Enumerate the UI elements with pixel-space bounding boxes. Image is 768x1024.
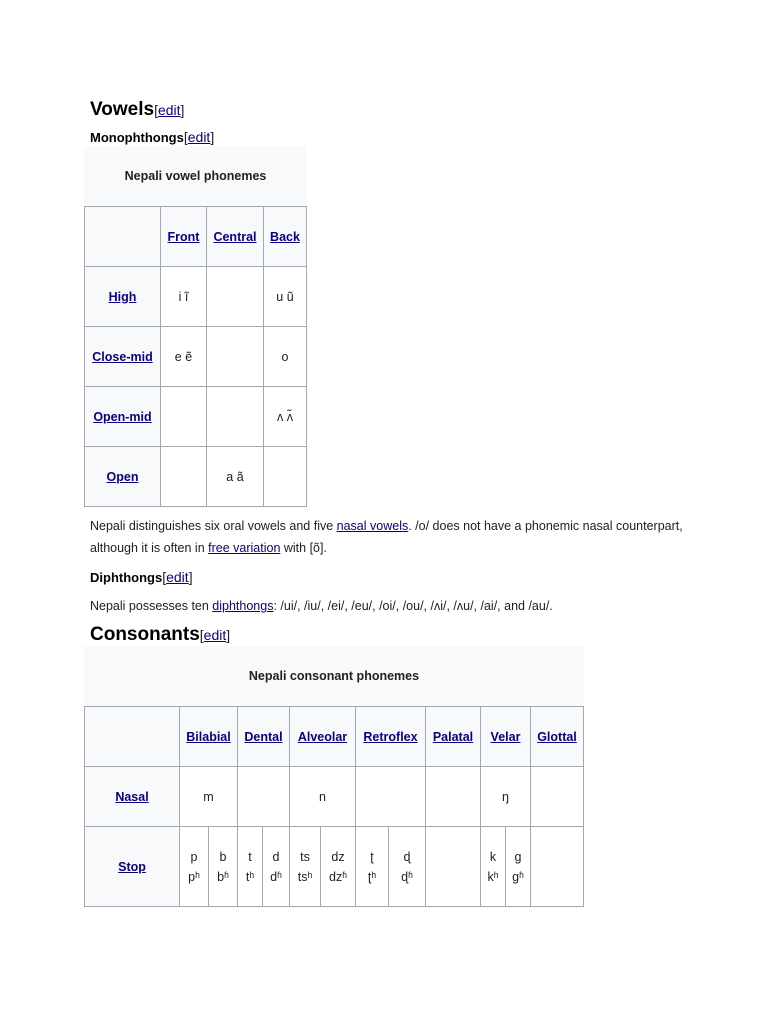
free-variation-link[interactable]: free variation: [208, 541, 281, 555]
consonant-cell: [389, 827, 426, 907]
consonants-edit-link[interactable]: edit: [203, 627, 227, 643]
phoneme: bʱ: [217, 869, 229, 884]
consonant-cell: [209, 827, 238, 907]
vowel-row-close-mid: [85, 327, 161, 387]
consonant-cell: ŋ: [481, 767, 531, 827]
consonant-cell: [238, 827, 263, 907]
phoneme: tsʰ: [297, 869, 313, 884]
vowel-col-central-link[interactable]: Central: [213, 229, 257, 244]
vowel-row-high: [85, 267, 161, 327]
phoneme: dzʱ: [329, 869, 347, 884]
consonant-col-bilabial: [180, 707, 238, 767]
phoneme: ɖ: [403, 849, 411, 864]
vowels-para-text-1: Nepali distinguishes six oral vowels and five: [90, 519, 337, 533]
diphthongs-edit: [edit]: [162, 569, 193, 585]
consonant-col-alveolar: [290, 707, 356, 767]
vowel-cell: u ũ: [264, 267, 307, 327]
phoneme: kʰ: [487, 869, 499, 884]
vowel-col-back-link[interactable]: Back: [270, 229, 300, 244]
phoneme: d: [272, 849, 280, 864]
table-row: [85, 387, 307, 447]
vowel-cell: [207, 267, 264, 327]
diphthongs-paragraph: [90, 595, 690, 617]
diphthongs-text-1: Nepali possesses ten: [90, 599, 213, 613]
phoneme: ʈ: [370, 849, 374, 864]
consonant-cell: [238, 767, 290, 827]
consonant-col-retroflex: [356, 707, 426, 767]
vowel-cell: a ã: [207, 447, 264, 507]
vowel-row-close-mid-link[interactable]: Close-mid: [92, 349, 153, 364]
diphthongs-edit-link[interactable]: edit: [166, 569, 189, 585]
consonant-cell: [426, 827, 481, 907]
consonant-row-stop: [85, 827, 180, 907]
vowel-row-open: [85, 447, 161, 507]
consonant-cell: [531, 827, 584, 907]
consonant-table: [84, 646, 584, 907]
vowels-heading: [90, 99, 184, 121]
consonant-cell: [263, 827, 290, 907]
phoneme: tʰ: [245, 869, 255, 884]
vowel-cell: o: [264, 327, 307, 387]
vowels-edit: [edit]: [154, 102, 185, 118]
consonant-cell: n: [290, 767, 356, 827]
table-row: [85, 327, 307, 387]
vowels-para-text-3: with [õ].: [280, 541, 327, 555]
phoneme: p: [190, 849, 198, 864]
vowel-col-central: [207, 207, 264, 267]
consonant-cell: [356, 767, 426, 827]
consonant-row-stop-link[interactable]: Stop: [118, 859, 146, 874]
consonant-cell: [290, 827, 321, 907]
table-row: [85, 767, 584, 827]
consonant-cell: [531, 767, 584, 827]
monophthongs-edit: [edit]: [183, 129, 215, 145]
consonant-row-nasal: [85, 767, 180, 827]
consonant-col-palatal: [426, 707, 481, 767]
phoneme: pʰ: [188, 869, 200, 884]
consonant-cell: [506, 827, 531, 907]
consonant-cell: m: [180, 767, 238, 827]
diphthongs-heading-text: Diphthongs: [90, 570, 163, 585]
vowels-heading-text: Vowels: [90, 99, 155, 120]
phoneme: dʱ: [270, 869, 282, 884]
vowels-paragraph: [90, 515, 690, 559]
vowel-corner-cell: [85, 207, 161, 267]
nasal-vowels-link[interactable]: nasal vowels: [336, 519, 409, 533]
vowel-table-caption: Nepali vowel phonemes: [84, 146, 307, 206]
vowel-cell: e ẽ: [161, 327, 207, 387]
consonant-corner-cell: [85, 707, 180, 767]
monophthongs-heading: [90, 129, 214, 145]
phoneme: t: [248, 849, 252, 864]
vowel-row-open-mid-link[interactable]: Open-mid: [93, 409, 152, 424]
vowel-col-front: [161, 207, 207, 267]
table-row: [85, 447, 307, 507]
vowel-cell: ʌ ʌ̃: [264, 387, 307, 447]
vowels-para-text-2: . /o/ does not have a phonemic nasal counterpart, although it is often in: [90, 519, 683, 555]
consonant-col-velar-link[interactable]: Velar: [490, 729, 521, 744]
vowels-edit-link[interactable]: edit: [157, 102, 181, 118]
monophthongs-edit-link[interactable]: edit: [187, 129, 211, 145]
phoneme: k: [489, 849, 497, 864]
vowel-cell: [207, 327, 264, 387]
vowel-row-open-mid: [85, 387, 161, 447]
consonant-col-bilabial-link[interactable]: Bilabial: [186, 729, 231, 744]
consonant-col-dental: [238, 707, 290, 767]
consonant-col-glottal: [531, 707, 584, 767]
consonant-col-alveolar-link[interactable]: Alveolar: [297, 729, 348, 744]
phoneme: ʈʰ: [367, 869, 377, 884]
monophthongs-heading-text: Monophthongs: [90, 130, 184, 145]
consonants-heading: [90, 624, 230, 646]
diphthongs-text-2: : /ui/, /iu/, /ei/, /eu/, /oi/, /ou/, /ʌi/, /ʌu/, /ai/, and /au/.: [273, 599, 553, 613]
vowel-row-open-link[interactable]: Open: [106, 469, 139, 484]
vowel-col-back: [264, 207, 307, 267]
phoneme: dz: [331, 849, 345, 864]
consonant-col-palatal-link[interactable]: Palatal: [432, 729, 474, 744]
phoneme: ts: [300, 849, 310, 864]
table-row: [85, 827, 584, 907]
vowel-cell: i ĩ: [161, 267, 207, 327]
vowel-cell: [161, 447, 207, 507]
table-row: [85, 267, 307, 327]
consonant-col-dental-link[interactable]: Dental: [244, 729, 283, 744]
consonants-edit: [edit]: [199, 627, 231, 643]
vowel-cell: [207, 387, 264, 447]
vowel-cell: [264, 447, 307, 507]
consonant-col-velar: [481, 707, 531, 767]
vowel-table: [84, 146, 307, 507]
consonant-cell: [426, 767, 481, 827]
diphthongs-heading: [90, 569, 193, 585]
consonants-heading-text: Consonants: [90, 624, 200, 645]
vowel-cell: [161, 387, 207, 447]
phoneme: ɖʱ: [401, 869, 413, 884]
consonant-col-glottal-link[interactable]: Glottal: [537, 729, 577, 744]
diphthongs-link[interactable]: diphthongs: [212, 599, 274, 613]
vowel-row-high-link[interactable]: High: [108, 289, 137, 304]
phoneme: gʱ: [512, 869, 524, 884]
consonant-row-nasal-link[interactable]: Nasal: [115, 789, 149, 804]
consonant-col-retroflex-link[interactable]: Retroflex: [363, 729, 418, 744]
consonant-cell: [356, 827, 389, 907]
consonant-cell: [481, 827, 506, 907]
consonant-cell: [180, 827, 209, 907]
consonant-table-caption: Nepali consonant phonemes: [84, 646, 584, 706]
phoneme: b: [219, 849, 227, 864]
consonant-cell: [321, 827, 356, 907]
vowel-col-front-link[interactable]: Front: [167, 229, 200, 244]
phoneme: g: [514, 849, 522, 864]
